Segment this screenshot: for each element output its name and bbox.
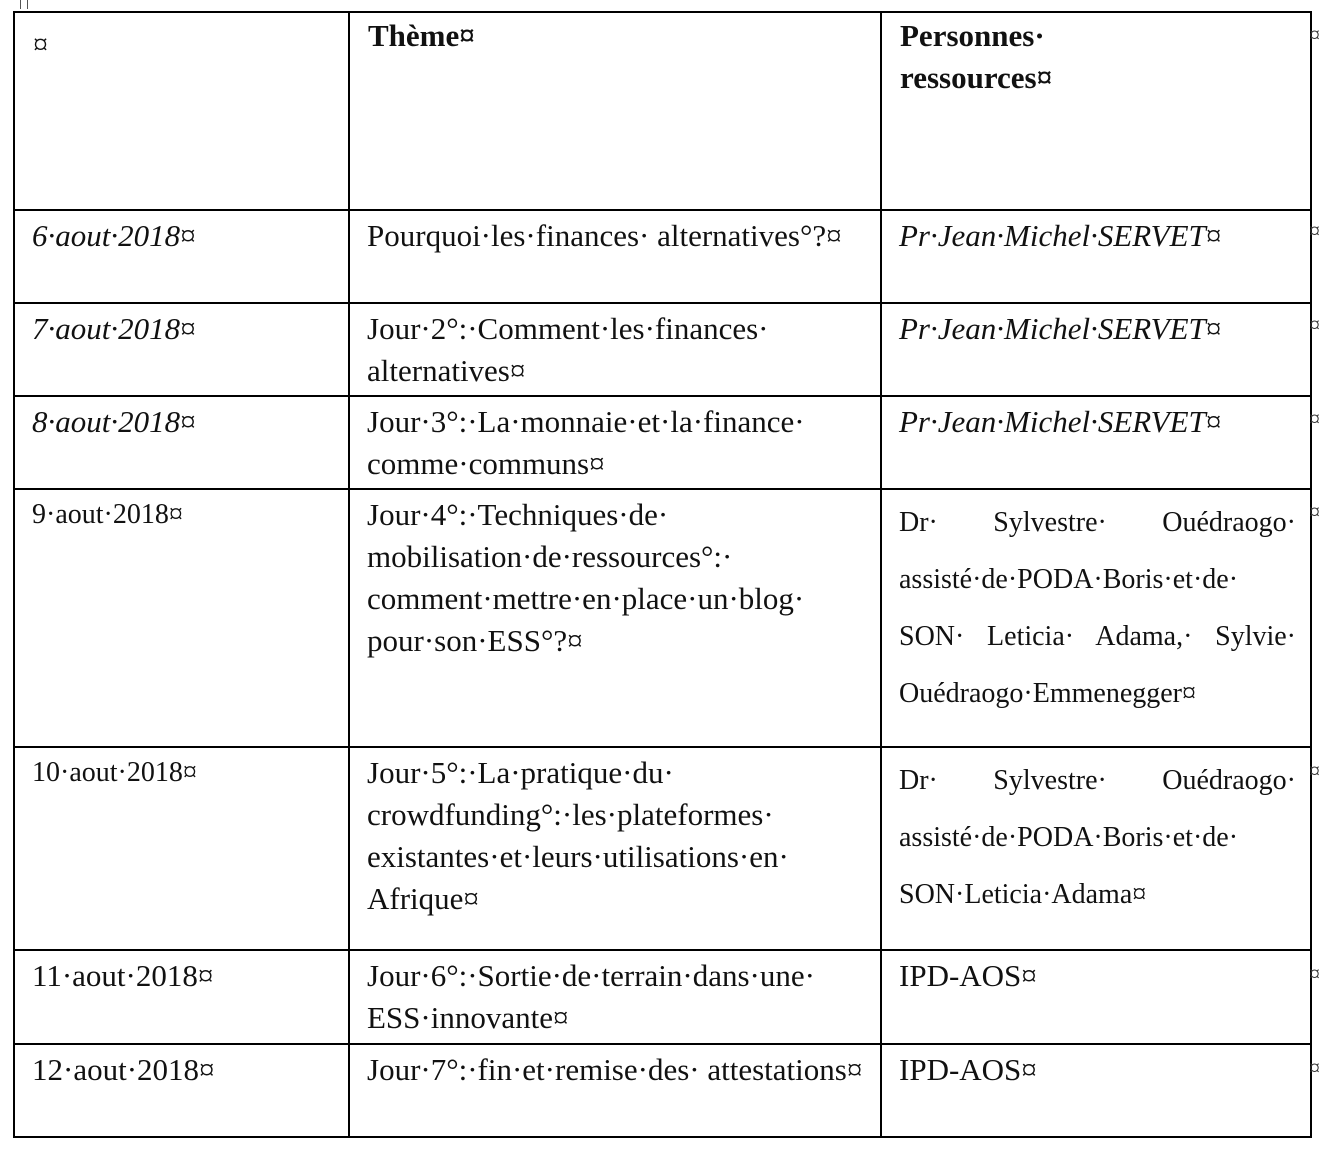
date-cell[interactable] bbox=[14, 396, 349, 489]
people-text: Dr· Sylvestre· Ouédraogo· assisté·de·PODA·Boris·et·de· SON·Leticia·Adama¤ bbox=[899, 765, 1296, 910]
theme-cell[interactable] bbox=[349, 747, 881, 950]
theme-cell[interactable] bbox=[349, 210, 881, 303]
date-cell[interactable] bbox=[14, 950, 349, 1044]
people-text: IPD-AOS¤ bbox=[899, 958, 1037, 993]
date-text: 6·aout·2018¤ bbox=[32, 218, 196, 253]
date-text: 12·aout·2018¤ bbox=[32, 1052, 215, 1087]
date-cell[interactable] bbox=[14, 210, 349, 303]
table-row bbox=[14, 1044, 1311, 1137]
theme-cell[interactable] bbox=[349, 396, 881, 489]
schedule-table bbox=[13, 11, 1312, 1138]
date-cell[interactable] bbox=[14, 1044, 349, 1137]
date-text: 9·aout·2018¤ bbox=[32, 499, 183, 530]
date-cell[interactable] bbox=[14, 489, 349, 747]
theme-cell[interactable] bbox=[349, 1044, 881, 1137]
people-text: Pr·Jean·Michel·SERVET¤ bbox=[899, 404, 1222, 439]
people-text: Pr·Jean·Michel·SERVET¤ bbox=[899, 218, 1222, 253]
table-row bbox=[14, 210, 1311, 303]
theme-text: Jour·3°:·La·monnaie·et·la·finance· comme·communs¤ bbox=[367, 404, 805, 481]
people-cell[interactable] bbox=[881, 950, 1311, 1044]
date-cell[interactable] bbox=[14, 747, 349, 950]
header-people-line2: ressources¤ bbox=[900, 60, 1053, 95]
header-people-line1: Personnes· bbox=[900, 18, 1045, 53]
people-text: Pr·Jean·Michel·SERVET¤ bbox=[899, 311, 1222, 346]
table-move-handle[interactable] bbox=[20, 0, 28, 9]
theme-text: Jour·7°:·fin·et·remise·des· attestations¤ bbox=[367, 1052, 863, 1087]
table-row bbox=[14, 303, 1311, 396]
people-cell[interactable] bbox=[881, 747, 1311, 950]
header-mark: ¤ bbox=[33, 28, 48, 61]
people-cell[interactable] bbox=[881, 1044, 1311, 1137]
people-cell[interactable] bbox=[881, 396, 1311, 489]
theme-text: Jour·4°:·Techniques·de· mobilisation·de·ressources°:· comment·mettre·en·place·un·blog· pour·son·ESS°?¤ bbox=[367, 497, 805, 658]
people-cell[interactable] bbox=[881, 210, 1311, 303]
date-text: 11·aout·2018¤ bbox=[32, 958, 214, 993]
end-of-row-mark: ¤ bbox=[1309, 22, 1320, 47]
table-row bbox=[14, 950, 1311, 1044]
header-cell-theme[interactable] bbox=[349, 12, 881, 210]
table-row bbox=[14, 396, 1311, 489]
end-of-row-mark: ¤ bbox=[1309, 499, 1320, 524]
end-of-row-mark: ¤ bbox=[1309, 312, 1320, 337]
theme-cell[interactable] bbox=[349, 950, 881, 1044]
table-header-row bbox=[14, 12, 1311, 210]
header-cell-empty[interactable] bbox=[14, 12, 349, 210]
people-cell[interactable] bbox=[881, 303, 1311, 396]
theme-text: Jour·2°:·Comment·les·finances· alternatives¤ bbox=[367, 311, 769, 388]
header-cell-people[interactable] bbox=[881, 12, 1311, 210]
end-of-row-mark: ¤ bbox=[1309, 1055, 1320, 1080]
end-of-row-mark: ¤ bbox=[1309, 961, 1320, 986]
date-cell[interactable] bbox=[14, 303, 349, 396]
end-of-row-mark: ¤ bbox=[1309, 218, 1320, 243]
table-row bbox=[14, 747, 1311, 950]
people-cell[interactable] bbox=[881, 489, 1311, 747]
people-text: Dr· Sylvestre· Ouédraogo· assisté·de·PODA·Boris·et·de· SON· Leticia· Adama,· Sylvie· Ouédraogo·Emmenegger¤ bbox=[899, 507, 1296, 709]
date-text: 7·aout·2018¤ bbox=[32, 311, 196, 346]
date-text: 10·aout·2018¤ bbox=[32, 757, 197, 788]
header-theme-label: Thème¤ bbox=[368, 18, 475, 53]
theme-text: Pourquoi·les·finances· alternatives°?¤ bbox=[367, 218, 842, 253]
end-of-row-mark: ¤ bbox=[1309, 758, 1320, 783]
theme-text: Jour·6°:·Sortie·de·terrain·dans·une· ESS·innovante¤ bbox=[367, 958, 815, 1035]
date-text: 8·aout·2018¤ bbox=[32, 404, 196, 439]
end-of-row-mark: ¤ bbox=[1309, 406, 1320, 431]
table-row bbox=[14, 489, 1311, 747]
theme-cell[interactable] bbox=[349, 489, 881, 747]
people-text: IPD-AOS¤ bbox=[899, 1052, 1037, 1087]
theme-cell[interactable] bbox=[349, 303, 881, 396]
theme-text: Jour·5°:·La·pratique·du· crowdfunding°:·les·plateformes· existantes·et·leurs·utilisations·en· Afrique¤ bbox=[367, 755, 789, 916]
